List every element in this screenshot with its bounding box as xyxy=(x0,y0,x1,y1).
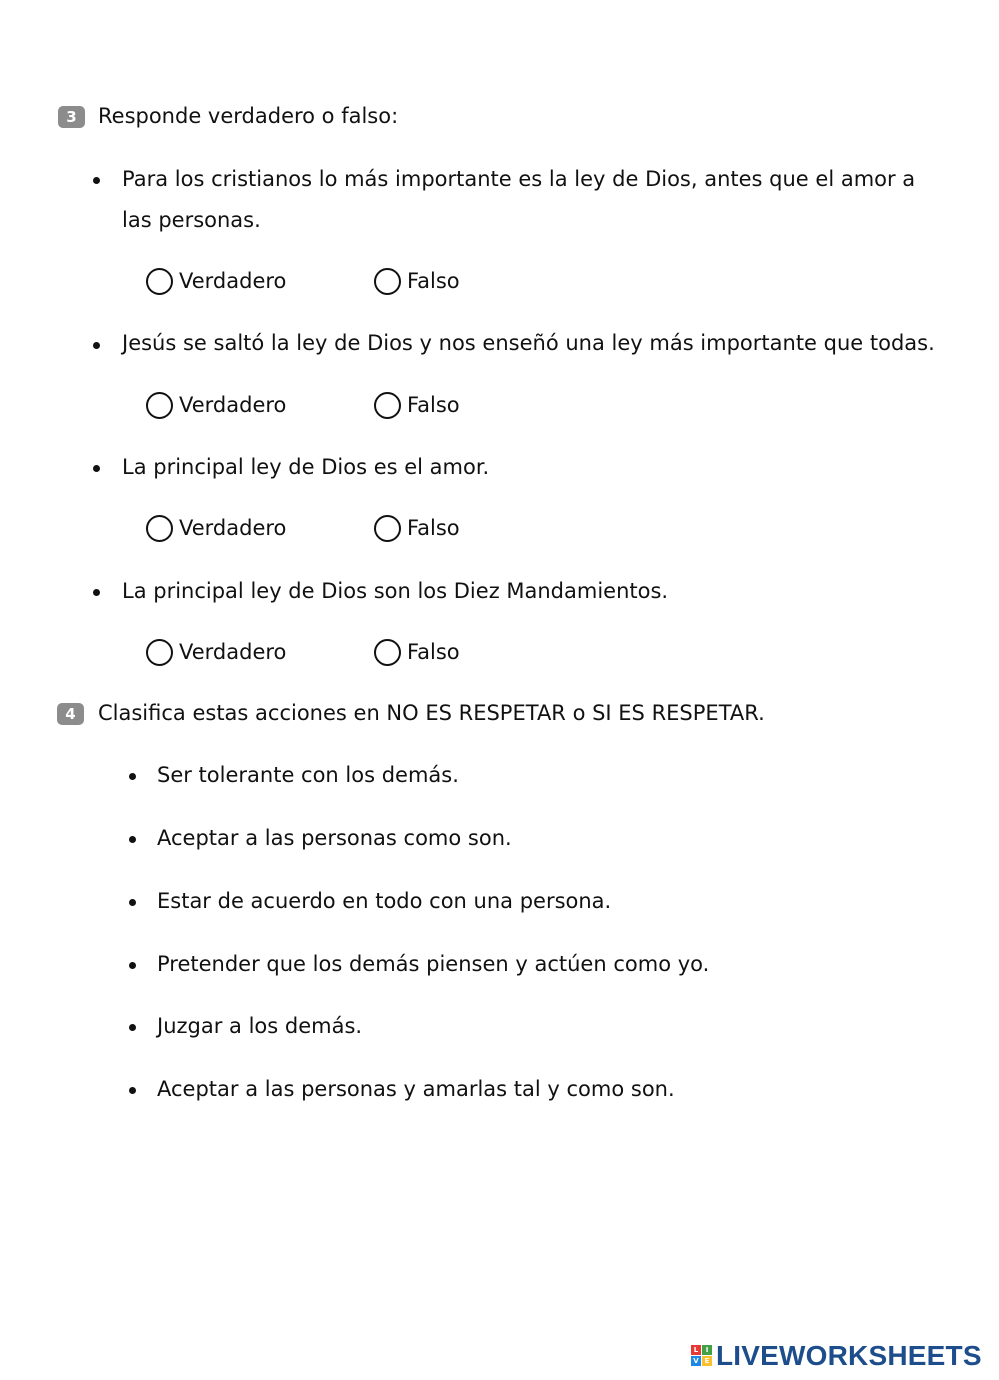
logo-square-v: V xyxy=(691,1356,701,1366)
section-3-title: Responde verdadero o falso: xyxy=(98,104,399,128)
radio-circle-icon[interactable] xyxy=(146,268,173,295)
list-item-2-bullet xyxy=(129,836,136,843)
radio-circle-icon[interactable] xyxy=(146,639,173,666)
logo-text: LIVEWORKSHEETS xyxy=(716,1340,982,1371)
logo-square-e: E xyxy=(702,1356,712,1366)
question-1-option-true[interactable] xyxy=(146,266,286,296)
list-item-6: Aceptar a las personas y amarlas tal y como son. xyxy=(157,1077,675,1101)
question-2-option-false[interactable] xyxy=(374,390,460,420)
list-item-4: Pretender que los demás piensen y actúen como yo. xyxy=(157,952,710,976)
question-3-bullet xyxy=(93,465,100,472)
radio-circle-icon[interactable] xyxy=(374,515,401,542)
logo-square-i: I xyxy=(702,1345,712,1355)
question-1-bullet xyxy=(93,177,100,184)
option-label: Falso xyxy=(407,516,460,540)
section-3-number-badge: 3 xyxy=(58,106,85,128)
question-3-option-true[interactable] xyxy=(146,513,286,543)
option-label: Verdadero xyxy=(179,640,287,664)
radio-circle-icon[interactable] xyxy=(374,639,401,666)
liveworksheets-logo-icon xyxy=(691,1345,713,1367)
list-item-5: Juzgar a los demás. xyxy=(157,1014,363,1038)
section-4-number-badge: 4 xyxy=(57,703,84,725)
list-item-5-bullet xyxy=(129,1024,136,1031)
question-2-bullet xyxy=(93,342,100,349)
option-label: Verdadero xyxy=(179,393,287,417)
question-3-option-false[interactable] xyxy=(374,513,460,543)
list-item-6-bullet xyxy=(129,1087,136,1094)
radio-circle-icon[interactable] xyxy=(146,392,173,419)
list-item-1: Ser tolerante con los demás. xyxy=(157,763,459,787)
option-label: Falso xyxy=(407,269,460,293)
question-4-option-false[interactable] xyxy=(374,637,460,667)
radio-circle-icon[interactable] xyxy=(374,392,401,419)
option-label: Falso xyxy=(407,640,460,664)
list-item-3-bullet xyxy=(129,899,136,906)
question-3-text: La principal ley de Dios es el amor. xyxy=(122,455,490,479)
option-label: Verdadero xyxy=(179,269,287,293)
section-4-title: Clasifica estas acciones en NO ES RESPETAR o SI ES RESPETAR. xyxy=(98,701,765,725)
question-1-option-false[interactable] xyxy=(374,266,460,296)
question-4-bullet xyxy=(93,589,100,596)
option-label: Falso xyxy=(407,393,460,417)
radio-circle-icon[interactable] xyxy=(146,515,173,542)
list-item-1-bullet xyxy=(129,773,136,780)
question-2-text: Jesús se saltó la ley de Dios y nos enseñó una ley más importante que todas. xyxy=(122,331,935,355)
question-1-text: Para los cristianos lo más importante es la ley de Dios, antes que el amor a las personas. xyxy=(122,167,916,232)
liveworksheets-logo xyxy=(691,1339,982,1373)
question-4-text: La principal ley de Dios son los Diez Mandamientos. xyxy=(122,579,669,603)
radio-circle-icon[interactable] xyxy=(374,268,401,295)
option-label: Verdadero xyxy=(179,516,287,540)
question-4-option-true[interactable] xyxy=(146,637,286,667)
list-item-3: Estar de acuerdo en todo con una persona. xyxy=(157,889,612,913)
question-2-option-true[interactable] xyxy=(146,390,286,420)
list-item-2: Aceptar a las personas como son. xyxy=(157,826,512,850)
logo-square-l: L xyxy=(691,1345,701,1355)
list-item-4-bullet xyxy=(129,962,136,969)
